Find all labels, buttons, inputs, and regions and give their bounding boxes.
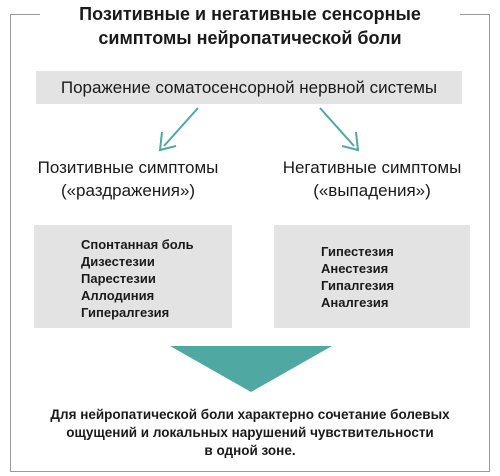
- top-box: Поражение соматосенсорной нервной системы: [36, 71, 462, 104]
- positive-title: [24, 156, 232, 202]
- frame-top-left: [10, 14, 40, 15]
- frame-top-right: [460, 14, 490, 15]
- arrow-right: [310, 106, 370, 154]
- title-line-1: Позитивные и негативные сенсорные: [79, 4, 421, 24]
- negative-title-line-2: («выпадения»): [313, 181, 431, 200]
- positive-item: Парестезии: [81, 271, 156, 286]
- positive-list-box: [34, 225, 232, 328]
- negative-item: Гипестезия: [321, 244, 394, 259]
- conclusion-line-3: в одной зоне.: [204, 443, 296, 458]
- frame-left: [10, 14, 11, 472]
- positive-item: Аллодиния: [81, 288, 155, 303]
- positive-item: Спонтанная боль: [81, 237, 194, 252]
- frame-right: [489, 14, 490, 472]
- negative-item: Гипалгезия: [321, 278, 395, 293]
- negative-item: Аналгезия: [321, 295, 389, 310]
- positive-title-line-1: Позитивные симптомы: [37, 158, 219, 177]
- negative-item: Анестезия: [321, 261, 389, 276]
- negative-title-line-1: Негативные симптомы: [282, 158, 462, 177]
- frame-bottom: [10, 471, 490, 472]
- title-line-2: симптомы нейропатической боли: [98, 28, 402, 48]
- big-down-arrow: [170, 346, 332, 392]
- arrow-left: [150, 106, 210, 154]
- positive-item: Гипералгезия: [81, 305, 170, 320]
- conclusion-line-1: Для нейропатической боли характерно сочетание болевых: [50, 407, 450, 422]
- conclusion-line-2: ощущений и локальных нарушений чувствительности: [66, 425, 434, 440]
- negative-title: [268, 156, 476, 202]
- conclusion-text: [20, 406, 480, 460]
- diagram-title: [40, 2, 460, 50]
- negative-list-box: [274, 225, 470, 328]
- positive-item: Дизестезии: [81, 254, 155, 269]
- positive-title-line-2: («раздражения»): [60, 181, 196, 200]
